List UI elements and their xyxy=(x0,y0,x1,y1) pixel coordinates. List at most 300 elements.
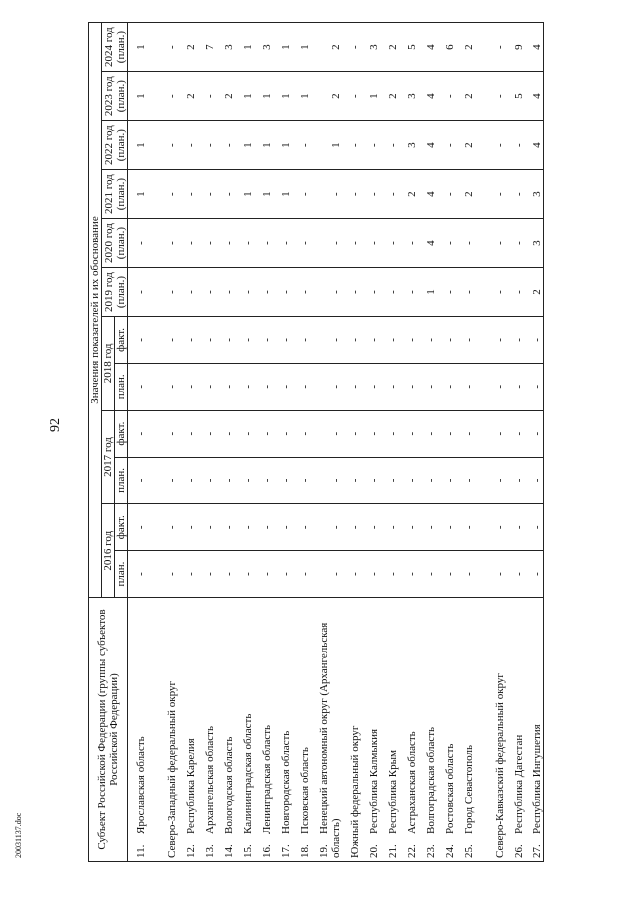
value-cell: 1 xyxy=(292,72,311,121)
value-cell: - xyxy=(506,170,525,219)
header-2018: 2018 год xyxy=(102,317,115,411)
value-cell: - xyxy=(254,219,273,268)
table-row xyxy=(311,23,342,862)
value-cell: - xyxy=(399,219,418,268)
value-cell: - xyxy=(128,457,147,504)
value-cell: - xyxy=(361,170,380,219)
value-cell: - xyxy=(380,121,399,170)
value-cell: - xyxy=(506,268,525,317)
value-cell: 2 xyxy=(456,170,475,219)
value-cell: - xyxy=(456,504,475,551)
value-cell: 3 xyxy=(399,72,418,121)
value-cell: - xyxy=(342,317,361,364)
value-cell: 3 xyxy=(361,23,380,72)
header-2016-plan: план. xyxy=(115,551,128,598)
value-cell: - xyxy=(292,363,311,410)
row-number: 16. xyxy=(260,844,273,858)
value-cell: - xyxy=(197,457,216,504)
value-cell: - xyxy=(292,317,311,364)
value-cell: 1 xyxy=(273,121,292,170)
region-name: Ленинградская область xyxy=(260,724,273,834)
region-name: Архангельская область xyxy=(203,726,216,834)
header-2018-fact: факт. xyxy=(115,317,128,364)
value-cell: - xyxy=(380,410,399,457)
value-cell: - xyxy=(197,121,216,170)
value-cell: - xyxy=(342,170,361,219)
value-cell: - xyxy=(292,551,311,598)
value-cell: - xyxy=(273,268,292,317)
value-cell: - xyxy=(342,504,361,551)
value-cell: - xyxy=(292,457,311,504)
value-cell: - xyxy=(506,219,525,268)
value-cell: - xyxy=(216,410,235,457)
value-cell: - xyxy=(437,410,456,457)
table-row xyxy=(525,23,544,862)
value-cell: 1 xyxy=(128,170,147,219)
value-cell: 1 xyxy=(254,72,273,121)
value-cell: - xyxy=(178,268,197,317)
value-cell: - xyxy=(216,121,235,170)
value-cell: - xyxy=(475,121,506,170)
header-2021: 2021 год (план.) xyxy=(102,170,128,219)
table-row xyxy=(178,23,197,862)
header-values: Значения показателей и их обоснование xyxy=(89,23,102,598)
value-cell: - xyxy=(506,363,525,410)
value-cell: - xyxy=(128,363,147,410)
row-number: 26. xyxy=(512,844,525,858)
value-cell: 5 xyxy=(506,72,525,121)
value-cell: 1 xyxy=(311,121,342,170)
value-cell: - xyxy=(342,72,361,121)
header-2022: 2022 год (план.) xyxy=(102,121,128,170)
value-cell: - xyxy=(506,317,525,364)
value-cell: - xyxy=(475,457,506,504)
value-cell: - xyxy=(380,268,399,317)
region-cell xyxy=(456,598,475,862)
value-cell: 2 xyxy=(178,23,197,72)
table-row xyxy=(273,23,292,862)
value-cell: - xyxy=(456,317,475,364)
table-row xyxy=(399,23,418,862)
value-cell: - xyxy=(525,410,544,457)
value-cell: - xyxy=(178,219,197,268)
value-cell: - xyxy=(292,170,311,219)
value-cell: - xyxy=(128,219,147,268)
value-cell: - xyxy=(361,457,380,504)
value-cell: - xyxy=(128,317,147,364)
table-row xyxy=(361,23,380,862)
region-cell xyxy=(128,598,147,862)
value-cell: 1 xyxy=(235,121,254,170)
value-cell: - xyxy=(311,363,342,410)
value-cell: 1 xyxy=(418,268,437,317)
value-cell: - xyxy=(311,504,342,551)
row-number: 15. xyxy=(241,844,254,858)
value-cell: - xyxy=(197,219,216,268)
value-cell: - xyxy=(128,504,147,551)
region-cell xyxy=(273,598,292,862)
value-cell: - xyxy=(273,317,292,364)
header-2020: 2020 год (план.) xyxy=(102,219,128,268)
value-cell: 1 xyxy=(235,23,254,72)
value-cell: 4 xyxy=(525,121,544,170)
table-row xyxy=(380,23,399,862)
value-cell: - xyxy=(380,551,399,598)
value-cell: - xyxy=(178,121,197,170)
table-row xyxy=(235,23,254,862)
value-cell: - xyxy=(178,170,197,219)
value-cell: - xyxy=(197,317,216,364)
value-cell: - xyxy=(147,121,178,170)
region-name: Республика Крым xyxy=(386,750,399,834)
value-cell: - xyxy=(273,410,292,457)
table-row xyxy=(437,23,456,862)
region-name: Северо-Кавказский федеральный округ xyxy=(493,673,506,858)
region-name: Республика Карелия xyxy=(184,738,197,834)
value-cell: - xyxy=(475,268,506,317)
value-cell: - xyxy=(475,504,506,551)
value-cell: - xyxy=(178,363,197,410)
header-2016-fact: факт. xyxy=(115,504,128,551)
value-cell: 4 xyxy=(418,219,437,268)
value-cell: - xyxy=(216,457,235,504)
value-cell: 1 xyxy=(254,170,273,219)
value-cell: - xyxy=(342,457,361,504)
value-cell: - xyxy=(254,268,273,317)
value-cell: - xyxy=(342,363,361,410)
region-cell xyxy=(525,598,544,862)
row-number: 23. xyxy=(424,844,437,858)
value-cell: - xyxy=(216,551,235,598)
value-cell: - xyxy=(311,551,342,598)
table-row xyxy=(342,23,361,862)
value-cell: 5 xyxy=(399,23,418,72)
value-cell: - xyxy=(456,551,475,598)
value-cell: - xyxy=(147,410,178,457)
region-name: Южный федеральный округ xyxy=(348,725,361,858)
value-cell: 4 xyxy=(418,72,437,121)
value-cell: - xyxy=(235,410,254,457)
value-cell: - xyxy=(361,363,380,410)
row-number: 25. xyxy=(462,844,475,858)
footer-filename: 20031137.doc xyxy=(14,812,23,858)
row-number: 22. xyxy=(405,844,418,858)
value-cell: - xyxy=(254,363,273,410)
value-cell: - xyxy=(506,121,525,170)
region-name: Новгородская область xyxy=(279,730,292,834)
value-cell: - xyxy=(456,363,475,410)
value-cell: - xyxy=(342,551,361,598)
value-cell: - xyxy=(399,410,418,457)
value-cell: 1 xyxy=(292,23,311,72)
value-cell: 1 xyxy=(273,23,292,72)
value-cell: - xyxy=(437,170,456,219)
value-cell: - xyxy=(178,317,197,364)
region-cell xyxy=(437,598,456,862)
value-cell: 4 xyxy=(418,23,437,72)
region-cell xyxy=(380,598,399,862)
value-cell: 2 xyxy=(525,268,544,317)
value-cell: - xyxy=(197,551,216,598)
value-cell: 3 xyxy=(254,23,273,72)
value-cell: 1 xyxy=(128,72,147,121)
value-cell: - xyxy=(380,317,399,364)
value-cell: - xyxy=(380,363,399,410)
value-cell: - xyxy=(418,457,437,504)
value-cell: - xyxy=(254,504,273,551)
value-cell: - xyxy=(254,551,273,598)
table-row xyxy=(216,23,235,862)
table-row xyxy=(147,23,178,862)
region-name: Республика Дагестан xyxy=(512,734,525,834)
value-cell: - xyxy=(380,170,399,219)
value-cell: - xyxy=(456,268,475,317)
value-cell: - xyxy=(197,504,216,551)
value-cell: - xyxy=(475,317,506,364)
header-2023: 2023 год (план.) xyxy=(102,72,128,121)
region-name: Волгоградская область xyxy=(424,726,437,834)
row-number: 14. xyxy=(222,844,235,858)
value-cell: - xyxy=(235,457,254,504)
value-cell: - xyxy=(361,121,380,170)
value-cell: - xyxy=(147,170,178,219)
value-cell: - xyxy=(292,121,311,170)
value-cell: - xyxy=(506,504,525,551)
region-name: Город Севастополь xyxy=(462,745,475,834)
row-number: 24. xyxy=(443,844,456,858)
table-row xyxy=(456,23,475,862)
row-number: 13. xyxy=(203,844,216,858)
value-cell: 3 xyxy=(525,219,544,268)
value-cell: - xyxy=(399,363,418,410)
value-cell: - xyxy=(235,363,254,410)
value-cell: 2 xyxy=(311,72,342,121)
value-cell: - xyxy=(292,504,311,551)
header-2016: 2016 год xyxy=(102,504,115,598)
value-cell: - xyxy=(235,504,254,551)
value-cell: - xyxy=(437,363,456,410)
value-cell: - xyxy=(456,219,475,268)
value-cell: - xyxy=(342,121,361,170)
region-cell xyxy=(197,598,216,862)
value-cell: - xyxy=(197,170,216,219)
table-row xyxy=(418,23,437,862)
value-cell: 1 xyxy=(128,23,147,72)
region-cell xyxy=(147,598,178,862)
value-cell: - xyxy=(311,268,342,317)
region-name: Ненецкий автономный округ (Архангельская область) xyxy=(317,622,342,858)
value-cell: - xyxy=(506,410,525,457)
value-cell: - xyxy=(399,551,418,598)
rotated-page-content xyxy=(88,22,606,862)
value-cell: - xyxy=(216,170,235,219)
value-cell: - xyxy=(475,410,506,457)
value-cell: - xyxy=(273,219,292,268)
region-cell xyxy=(311,598,342,862)
value-cell: - xyxy=(525,363,544,410)
table-header xyxy=(89,23,128,862)
value-cell: - xyxy=(216,317,235,364)
value-cell: - xyxy=(342,23,361,72)
value-cell: - xyxy=(418,410,437,457)
value-cell: - xyxy=(342,219,361,268)
region-cell xyxy=(216,598,235,862)
region-cell xyxy=(342,598,361,862)
region-cell xyxy=(418,598,437,862)
value-cell: - xyxy=(475,551,506,598)
region-cell xyxy=(506,598,525,862)
header-subject: Субъект Российской Федерации (группы субъектов Российской Федерации) xyxy=(89,598,128,862)
value-cell: 4 xyxy=(418,121,437,170)
value-cell: - xyxy=(254,317,273,364)
value-cell: - xyxy=(128,551,147,598)
value-cell: - xyxy=(216,363,235,410)
value-cell: 3 xyxy=(399,121,418,170)
value-cell: - xyxy=(311,317,342,364)
page-number: 92 xyxy=(48,418,63,432)
region-cell xyxy=(178,598,197,862)
value-cell: 1 xyxy=(128,121,147,170)
value-cell: - xyxy=(292,268,311,317)
value-cell: 1 xyxy=(361,72,380,121)
region-cell xyxy=(292,598,311,862)
value-cell: - xyxy=(342,410,361,457)
value-cell: - xyxy=(525,551,544,598)
value-cell: - xyxy=(178,504,197,551)
table-row xyxy=(254,23,273,862)
table-row xyxy=(197,23,216,862)
value-cell: - xyxy=(525,317,544,364)
value-cell: 2 xyxy=(456,23,475,72)
value-cell: - xyxy=(273,363,292,410)
value-cell: 3 xyxy=(525,170,544,219)
value-cell: - xyxy=(418,317,437,364)
value-cell: 2 xyxy=(456,72,475,121)
value-cell: - xyxy=(399,268,418,317)
value-cell: - xyxy=(399,457,418,504)
value-cell: - xyxy=(311,170,342,219)
value-cell: - xyxy=(178,457,197,504)
value-cell: - xyxy=(399,504,418,551)
value-cell: - xyxy=(197,268,216,317)
value-cell: - xyxy=(292,219,311,268)
region-name: Северо-Западный федеральный округ xyxy=(165,680,178,858)
value-cell: - xyxy=(475,363,506,410)
value-cell: - xyxy=(437,504,456,551)
value-cell: - xyxy=(197,363,216,410)
row-number: 12. xyxy=(184,844,197,858)
region-name: Калининградская область xyxy=(241,713,254,834)
value-cell: 1 xyxy=(273,72,292,121)
header-2017: 2017 год xyxy=(102,410,115,504)
value-cell: - xyxy=(456,457,475,504)
region-cell xyxy=(399,598,418,862)
value-cell: - xyxy=(216,219,235,268)
value-cell: - xyxy=(254,457,273,504)
value-cell: - xyxy=(147,457,178,504)
header-2019: 2019 год (план.) xyxy=(102,268,128,317)
value-cell: - xyxy=(147,219,178,268)
value-cell: - xyxy=(418,363,437,410)
region-cell xyxy=(475,598,506,862)
value-cell: - xyxy=(437,317,456,364)
region-name: Республика Ингушетия xyxy=(531,724,543,834)
value-cell: 2 xyxy=(178,72,197,121)
value-cell: - xyxy=(361,268,380,317)
row-number: 19. xyxy=(317,844,330,858)
value-cell: - xyxy=(235,551,254,598)
value-cell: - xyxy=(380,219,399,268)
value-cell: 2 xyxy=(456,121,475,170)
value-cell: - xyxy=(437,219,456,268)
table-row xyxy=(475,23,506,862)
region-name: Ярославская область xyxy=(134,736,147,834)
value-cell: - xyxy=(475,219,506,268)
value-cell: - xyxy=(292,410,311,457)
region-cell xyxy=(254,598,273,862)
value-cell: - xyxy=(311,219,342,268)
value-cell: - xyxy=(456,410,475,457)
value-cell: - xyxy=(437,551,456,598)
value-cell: - xyxy=(437,268,456,317)
region-name: Вологодская область xyxy=(222,736,235,834)
value-cell: 2 xyxy=(216,72,235,121)
value-cell: - xyxy=(361,504,380,551)
value-cell: - xyxy=(235,219,254,268)
row-number: 18. xyxy=(298,844,311,858)
value-cell: 3 xyxy=(216,23,235,72)
value-cell: - xyxy=(437,121,456,170)
value-cell: 6 xyxy=(437,23,456,72)
header-2017-fact: факт. xyxy=(115,410,128,457)
table-row xyxy=(292,23,311,862)
value-cell: - xyxy=(273,551,292,598)
value-cell: - xyxy=(342,268,361,317)
value-cell: - xyxy=(147,72,178,121)
value-cell: - xyxy=(506,457,525,504)
value-cell: - xyxy=(380,504,399,551)
value-cell: - xyxy=(273,504,292,551)
value-cell: - xyxy=(197,410,216,457)
row-number: 27. xyxy=(531,844,543,858)
value-cell: 2 xyxy=(311,23,342,72)
value-cell: - xyxy=(361,219,380,268)
value-cell: 4 xyxy=(525,23,544,72)
value-cell: - xyxy=(197,72,216,121)
value-cell: - xyxy=(235,268,254,317)
value-cell: 9 xyxy=(506,23,525,72)
value-cell: - xyxy=(178,551,197,598)
value-cell: - xyxy=(311,457,342,504)
value-cell: - xyxy=(128,410,147,457)
value-cell: - xyxy=(311,410,342,457)
region-name: Псковская область xyxy=(298,747,311,834)
value-cell: - xyxy=(178,410,197,457)
header-2024: 2024 год (план.) xyxy=(102,23,128,72)
row-number: 11. xyxy=(134,844,147,858)
header-2018-plan: план. xyxy=(115,363,128,410)
value-cell: 2 xyxy=(380,72,399,121)
value-cell: - xyxy=(475,72,506,121)
table-row xyxy=(128,23,147,862)
header-2017-plan: план. xyxy=(115,457,128,504)
value-cell: 1 xyxy=(254,121,273,170)
value-cell: - xyxy=(437,72,456,121)
value-cell: 1 xyxy=(235,72,254,121)
value-cell: - xyxy=(147,504,178,551)
value-cell: - xyxy=(475,170,506,219)
value-cell: - xyxy=(361,317,380,364)
